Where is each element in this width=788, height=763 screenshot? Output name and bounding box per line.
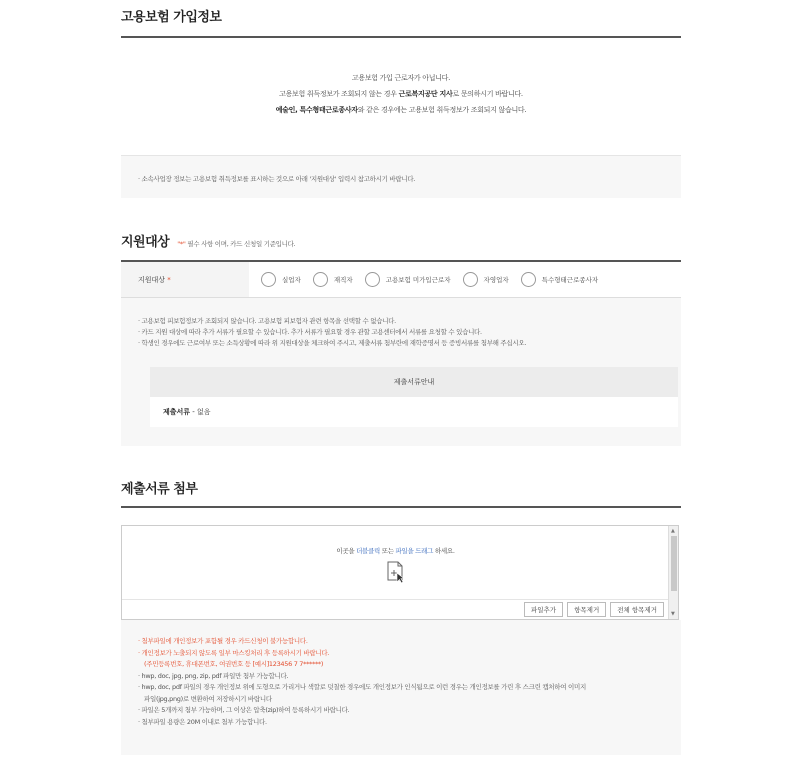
document-guide-label: 제출서류 [163,408,191,416]
remove-item-button[interactable]: 항목제거 [567,602,606,617]
file-note-2: · hwp, doc, pdf 파일의 경우 개인정보 위에 도형으로 가리거나 색깔로 덧칠한 경우에도 개인정보가 인식됨으로 이런 경우는 개인정보를 가린 후 스크린 캡처하여 이미지 [138,682,681,694]
radio-unemployed[interactable] [261,272,301,287]
info-line-2-post: 로 문의하시기 바랍니다. [452,90,523,98]
section-divider [121,36,681,38]
required-mark-note: "*" [177,240,186,248]
section-divider [121,506,681,508]
info-line-2-bold: 근로복지공단 지사 [398,90,453,98]
radio-label: 실업자 [282,276,301,284]
document-guide-title: 제출서류안내 [150,367,678,397]
file-note-4: · 첨부파일 용량은 20M 이내로 첨부 가능합니다. [138,717,681,729]
radio-circle-icon[interactable] [463,272,478,287]
upload-text-pre: 이곳을 [336,547,357,555]
radio-circle-icon[interactable] [365,272,380,287]
radio-circle-icon[interactable] [261,272,276,287]
radio-uninsured-worker[interactable] [365,272,451,287]
add-file-button[interactable]: 파일추가 [524,602,563,617]
file-note-red-1: · 첨부파일에 개인정보가 포함될 경우 카드신청이 불가능합니다. [138,636,681,648]
upload-instruction [122,546,669,555]
info-line-3-bold: 예술인, 특수형태근로종사자 [275,106,358,114]
file-note-2-cont: 파일(jpg,png)로 변환하여 저장하시기 바랍니다 [144,694,272,703]
info-line-3 [121,102,681,118]
required-note-text: 필수 사항 이며, 카드 신청일 기준입니다. [185,240,296,248]
upload-divider [122,599,668,600]
scrollbar-thumb[interactable] [671,536,677,591]
radio-self-employed[interactable] [463,272,509,287]
file-note-red-2: · 개인정보가 노출되지 않도록 일부 마스킹처리 후 등록하시기 바랍니다. [138,648,681,660]
radio-special-worker[interactable] [521,272,599,287]
upload-text-mid: 또는 [380,547,396,555]
info-line-2-pre: 고용보험 취득정보가 조회되지 않는 경우 [279,90,399,98]
support-note-1: · 고용보험 피보험정보가 조회되지 않습니다. 고용보험 피보험자 관련 항목을 선택할 수 없습니다. [138,316,681,327]
document-guide-table [150,367,678,427]
file-note-1: · hwp, doc, jpg, png, zip, pdf 파일만 첨부 가능합니다. [138,671,681,683]
required-mark: * [167,276,171,284]
workplace-note: · 소속사업장 정보는 고용보험 취득정보를 표시하는 것으로 아래 '지원대상' 입력시 참고하시기 바랍니다. [138,175,415,183]
workplace-note-box [121,155,681,198]
upload-text-drag: 파일을 드래그 [395,547,434,555]
support-target-label-text: 지원대상 [138,276,166,284]
support-note-3: · 학생인 경우에도 근로여부 또는 소득상황에 따라 위 지원대상을 체크하여 주시고, 제출서류 첨부란에 재학증명서 등 증빙서류를 첨부해 주십시오. [138,338,681,349]
radio-label: 재직자 [333,276,353,284]
file-upload-icon [385,561,407,583]
vertical-scrollbar[interactable] [668,526,678,619]
info-line-2 [121,86,681,102]
document-guide-value: - 없음 [190,408,211,416]
support-target-radio-group [249,262,610,297]
document-guide-body [150,397,678,427]
file-drop-zone[interactable] [122,526,669,601]
radio-label: 자영업자 [483,276,509,284]
info-line-3-post: 와 같은 경우에는 고용보험 취득정보가 조회되지 않습니다. [357,106,527,114]
radio-employed[interactable] [313,272,353,287]
employment-insurance-info [121,70,681,118]
radio-circle-icon[interactable] [521,272,536,287]
support-target-row [121,260,681,298]
remove-all-button[interactable]: 전체 항목제거 [610,602,664,617]
radio-circle-icon[interactable] [313,272,328,287]
support-note-2: · 카드 지원 대상에 따라 추가 서류가 필요할 수 있습니다. 추가 서류가 필요할 경우 관할 고용센터에서 서류를 요청할 수 있습니다. [138,327,681,338]
section-title-employment-insurance: 고용보험 가입정보 [121,10,222,25]
upload-text-doubleclick: 더블클릭 [356,547,380,555]
file-upload-box[interactable] [121,525,679,620]
upload-buttons [524,602,664,617]
section-title-document-attach: 제출서류 첨부 [121,482,198,497]
radio-label: 특수형태근로종사자 [541,276,599,284]
support-target-label [121,262,249,297]
file-note-red-3: (주민등록번호, 휴대폰번호, 여권번호 등 [예시]123456 7 7******) [144,660,324,668]
radio-label: 고용보험 미가입근로자 [385,276,451,284]
file-note-3: · 파일은 5개까지 첨부 가능하며, 그 이상은 압축(zip)하여 등록하시기 바랍니다. [138,705,681,717]
upload-text-post: 하세요. [433,547,455,555]
file-attach-notes [121,620,681,755]
scroll-down-icon[interactable]: ▼ [671,611,675,617]
scroll-up-icon[interactable]: ▲ [671,528,675,534]
info-line-1: 고용보험 가입 근로자가 아닙니다. [351,74,451,82]
section-title-support-target: 지원대상 [121,235,170,250]
support-target-heading [121,231,295,250]
required-note [177,239,295,248]
